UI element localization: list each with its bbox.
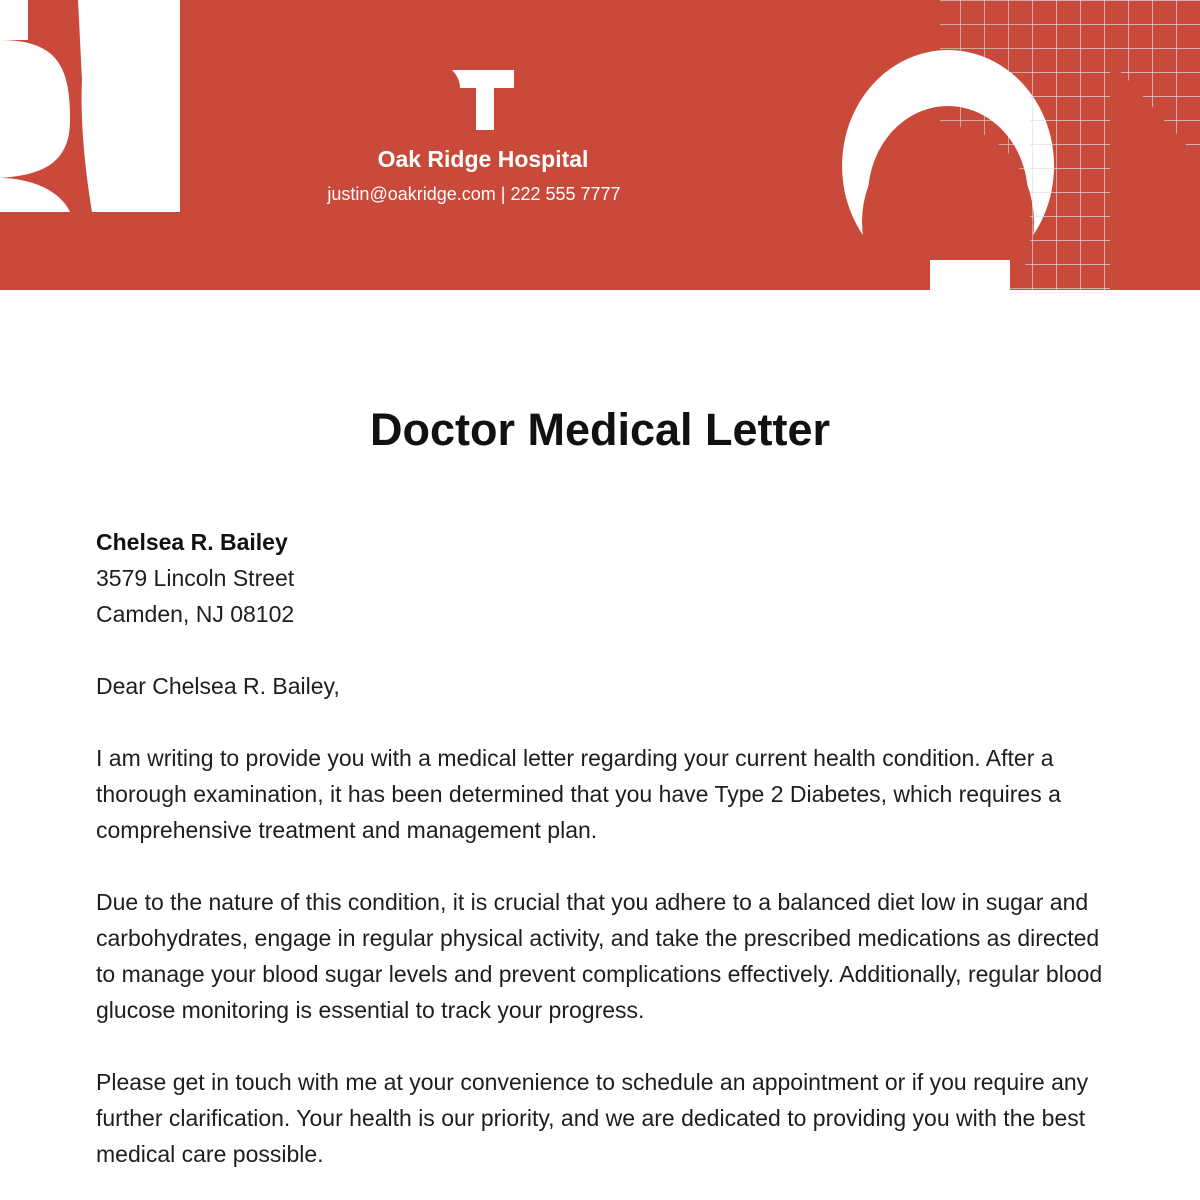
document-title: Doctor Medical Letter — [369, 404, 831, 455]
hospital-name: Oak Ridge Hospital — [377, 146, 589, 172]
letterhead-banner — [0, 0, 1200, 290]
salutation: Dear Chelsea R. Bailey, — [96, 673, 340, 699]
spacer — [96, 1028, 1106, 1064]
recipient-street: 3579 Lincoln Street — [96, 565, 295, 591]
decorative-letters-graphic — [0, 0, 1200, 290]
recipient-name: Chelsea R. Bailey — [96, 529, 288, 555]
spacer — [96, 632, 1106, 668]
t-logo-icon — [450, 68, 516, 132]
body-paragraph: Due to the nature of this condition, it is crucial that you adhere to a balanced diet low in sugar and carbohydrates, engage in regular physical activity, and take the prescribed medications as directed to manage your blood sugar levels and prevent complications effectively. Additionally, regular blood glucose monitoring is essential to track your progress. — [96, 889, 1103, 1023]
letter-body — [96, 524, 1106, 1172]
hospital-contact: justin@oakridge.com | 222 555 7777 — [327, 184, 621, 204]
spacer — [96, 848, 1106, 884]
recipient-city: Camden, NJ 08102 — [96, 601, 295, 627]
spacer — [96, 704, 1106, 740]
body-paragraph: Please get in touch with me at your convenience to schedule an appointment or if you require any further clarification. Your health is our priority, and we are dedicated to providing you with the best medical care possible. — [96, 1069, 1089, 1167]
body-paragraph: I am writing to provide you with a medical letter regarding your current health condition. After a thorough examination, it has been determined that you have Type 2 Diabetes, which requires a comprehensive treatment and management plan. — [96, 745, 1061, 843]
